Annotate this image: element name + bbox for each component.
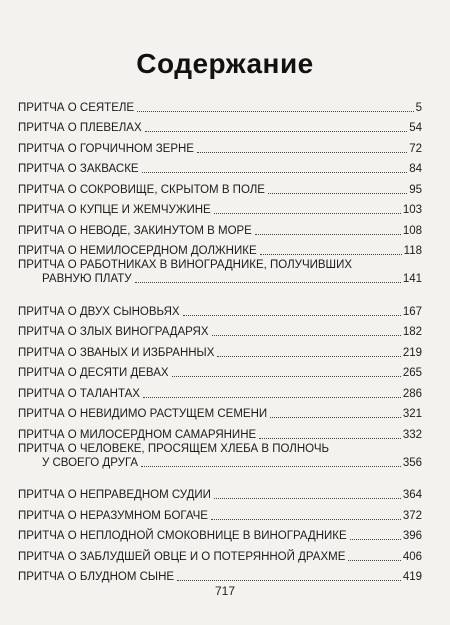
toc-entry-page: 265 — [402, 367, 422, 379]
toc-entry — [18, 401, 422, 422]
leader-dots — [255, 234, 401, 235]
leader-dots — [137, 111, 414, 112]
toc-entry-title: ПРИТЧА О ГОРЧИЧНОМ ЗЕРНЕ — [18, 142, 194, 155]
toc-entry-title: ПРИТЧА О СЕЯТЕЛЕ — [18, 101, 135, 114]
toc-entry-page: 364 — [402, 489, 422, 501]
toc-entry — [18, 339, 422, 360]
toc-entry-title: ПРИТЧА О ТАЛАНТАХ — [18, 387, 140, 400]
leader-dots — [172, 376, 401, 377]
toc-entry — [18, 217, 422, 238]
toc-entry-page: 406 — [402, 550, 422, 563]
toc-entry — [18, 523, 422, 544]
leader-dots — [259, 438, 401, 439]
leader-dots — [183, 315, 401, 316]
toc-entry-page: 54 — [409, 122, 422, 134]
toc-entry-page: 332 — [402, 428, 422, 441]
toc-entry-title: ПРИТЧА О СОКРОВИЩЕ, СКРЫТОМ В ПОЛЕ — [18, 183, 265, 196]
toc-entry-title-continued: РАВНУЮ ПЛАТУ — [42, 273, 132, 285]
toc-entry-title: ПРИТЧА О НЕМИЛОСЕРДНОМ ДОЛЖНИКЕ — [18, 245, 257, 257]
toc-entry-title: ПРИТЧА О НЕПРАВЕДНОМ СУДИИ — [18, 489, 211, 501]
leader-dots — [260, 254, 402, 255]
toc-entry-title: ПРИТЧА О ПЛЕВЕЛАХ — [18, 122, 142, 134]
toc-entry-title: ПРИТЧА О НЕРАЗУМНОМ БОГАЧЕ — [18, 509, 208, 522]
toc-entry — [18, 564, 422, 585]
toc-entry-title: ПРИТЧА О ЗАКВАСКЕ — [18, 163, 139, 175]
leader-dots — [197, 152, 407, 153]
leader-dots — [211, 519, 401, 520]
toc-entry-title: ПРИТЧА О ЗАБЛУДШЕЙ ОВЦЕ И О ПОТЕРЯННОЙ ДРАХМЕ — [18, 550, 346, 563]
toc-entry-page: 118 — [403, 245, 422, 257]
toc-entry — [18, 258, 422, 298]
leader-dots — [143, 397, 401, 398]
toc-entry — [18, 319, 422, 340]
toc-entry-title: ПРИТЧА О БЛУДНОМ СЫНЕ — [18, 571, 175, 583]
leader-dots — [348, 560, 400, 561]
toc-entry — [18, 442, 422, 482]
leader-dots — [135, 282, 401, 283]
toc-entry — [18, 421, 422, 442]
toc-entry — [18, 482, 422, 503]
toc-entry-title: ПРИТЧА О МИЛОСЕРДНОМ САМАРЯНИНЕ — [18, 428, 257, 441]
toc-entry-title: ПРИТЧА О ЗВАНЫХ И ИЗБРАННЫХ — [18, 346, 215, 359]
toc-entry — [18, 156, 422, 177]
leader-dots — [214, 213, 401, 214]
leader-dots — [212, 335, 401, 336]
toc-entry-page: 321 — [402, 408, 422, 420]
toc-entry-page: 219 — [402, 346, 422, 359]
leader-dots — [217, 356, 400, 357]
toc-entry — [18, 298, 422, 319]
toc-entry-page: 167 — [402, 305, 422, 318]
leader-dots — [145, 131, 408, 132]
leader-dots — [177, 580, 401, 581]
toc-entry — [18, 502, 422, 523]
toc-entry-page: 72 — [409, 142, 422, 155]
toc-entry-page: 372 — [402, 509, 422, 522]
toc-entry-title-continued: У СВОЕГО ДРУГА — [42, 456, 139, 469]
leader-dots — [268, 193, 407, 194]
toc-entry-title: ПРИТЧА О ЗЛЫХ ВИНОГРАДАРЯХ — [18, 326, 209, 338]
leader-dots — [142, 172, 408, 173]
toc-entry-title: ПРИТЧА О НЕПЛОДНОЙ СМОКОВНИЦЕ В ВИНОГРАДНИКЕ — [18, 530, 347, 542]
table-of-contents — [18, 94, 422, 584]
toc-entry-page: 419 — [402, 571, 422, 583]
leader-dots — [350, 539, 401, 540]
toc-entry — [18, 543, 422, 564]
toc-entry-title: ПРИТЧА О НЕВИДИМО РАСТУЩЕМ СЕМЕНИ — [18, 408, 268, 420]
toc-entry — [18, 197, 422, 218]
toc-entry — [18, 94, 422, 115]
toc-entry-page: 84 — [409, 163, 422, 175]
toc-entry-page: 141 — [402, 273, 422, 285]
toc-entry-title: ПРИТЧА О ЧЕЛОВЕКЕ, ПРОСЯЩЕМ ХЛЕБА В ПОЛНОЧЬ — [18, 442, 330, 455]
toc-entry-page: 286 — [402, 387, 422, 400]
toc-entry-title: ПРИТЧА О РАБОТНИКАХ В ВИНОГРАДНИКЕ, ПОЛУЧИВШИХ — [18, 259, 353, 271]
toc-entry — [18, 380, 422, 401]
leader-dots — [214, 498, 401, 499]
page-number: 717 — [214, 584, 236, 598]
toc-entry-page: 108 — [402, 224, 422, 237]
toc-entry-page: 103 — [402, 204, 422, 216]
toc-entry-title: ПРИТЧА О ДВУХ СЫНОВЬЯХ — [18, 305, 180, 318]
leader-dots — [270, 417, 401, 418]
toc-entry — [18, 115, 422, 136]
toc-entry — [18, 135, 422, 156]
toc-entry-title: ПРИТЧА О КУПЦЕ И ЖЕМЧУЖИНЕ — [18, 204, 211, 216]
toc-entry — [18, 238, 422, 259]
toc-entry-title: ПРИТЧА О НЕВОДЕ, ЗАКИНУТОМ В МОРЕ — [18, 224, 252, 237]
toc-entry-page: 5 — [415, 101, 422, 114]
leader-dots — [141, 466, 401, 467]
toc-entry — [18, 360, 422, 381]
page-title: Содержание — [136, 48, 314, 79]
toc-entry-page: 95 — [409, 183, 422, 196]
toc-entry-page: 356 — [402, 456, 422, 469]
toc-entry-title: ПРИТЧА О ДЕСЯТИ ДЕВАХ — [18, 367, 169, 379]
toc-entry-page: 396 — [402, 530, 422, 542]
toc-entry — [18, 176, 422, 197]
toc-entry-page: 182 — [402, 326, 422, 338]
